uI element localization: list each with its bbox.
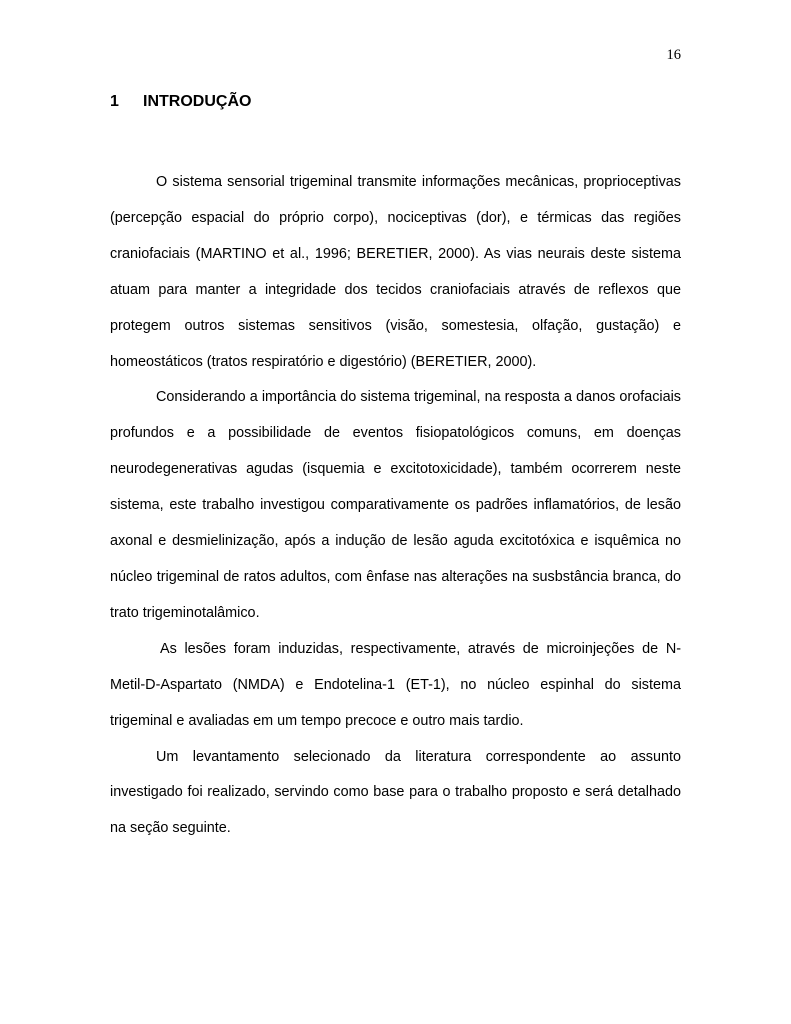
page-number: 16 [666, 47, 681, 63]
body-text [110, 165, 681, 847]
section-title: INTRODUÇÃO [143, 93, 252, 110]
section-number: 1 [110, 93, 119, 110]
paragraph-4: Um levantamento selecionado da literatura correspondente ao assunto investigado foi realizado, servindo como base para o trabalho proposto e será detalhado na seção seguinte. [110, 748, 681, 837]
paragraph-1: O sistema sensorial trigeminal transmite informações mecânicas, proprioceptivas (percepção espacial do próprio corpo), nociceptivas (dor), e térmicas das regiões craniofaciais (MARTINO et al., 1996; BERETIER, 2000). As vias neurais deste sistema atuam para manter a integridade dos tecidos craniofaciais através de reflexos que protegem outros sistemas sensitivos (visão, somestesia, olfação, gustação) e homeostáticos (tratos respiratório e digestório) (BERETIER, 2000). [110, 174, 681, 370]
section-heading [110, 91, 251, 113]
paragraph-3: As lesões foram induzidas, respectivamente, através de microinjeções de N-Metil-D-Aspartato (NMDA) e Endotelina-1 (ET-1), no núcleo espinhal do sistema trigeminal e avaliadas em um tempo precoce e outro mais tardio. [110, 640, 681, 729]
paragraph-2: Considerando a importância do sistema trigeminal, na resposta a danos orofaciais profundos e a possibilidade de eventos fisiopatológicos comuns, em doenças neurodegenerativas agudas (isquemia e excitotoxicidade), também ocorrerem neste sistema, este trabalho investigou comparativamente os padrões inflamatórios, de lesão axonal e desmielinização, após a indução de lesão aguda excitotóxica e isquêmica no núcleo trigeminal de ratos adultos, com ênfase nas alterações na susbstância branca, do trato trigeminotalâmico. [110, 389, 681, 621]
